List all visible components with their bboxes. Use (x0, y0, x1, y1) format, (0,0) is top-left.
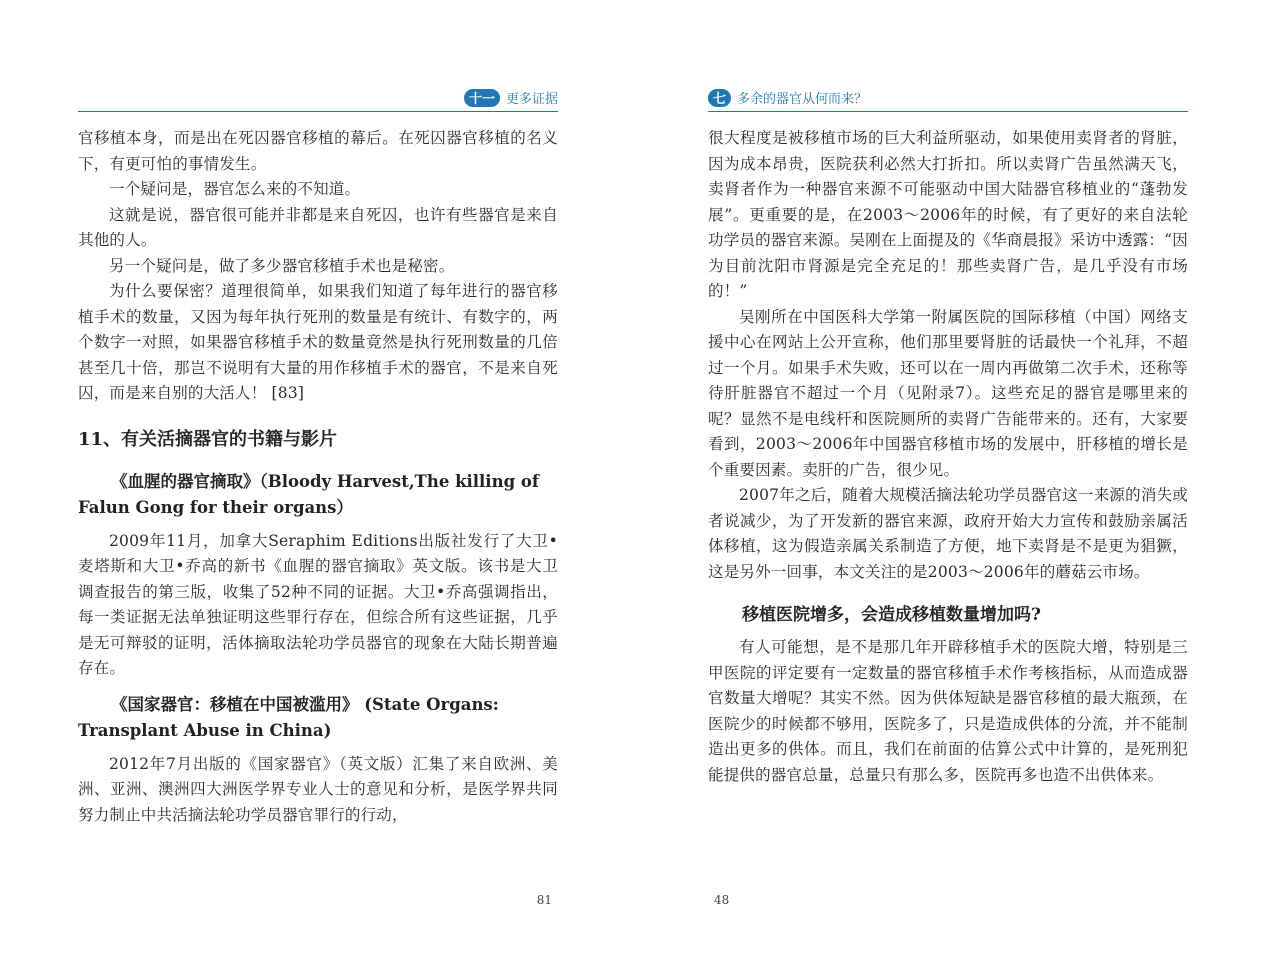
book-title-heading: 《血腥的器官摘取》（Bloody Harvest,The killing of Falun Gong for their organs） (78, 471, 539, 517)
left-page (78, 0, 558, 978)
book-title-heading: 《国家器官：移植在中国被滥用》 (State Organs: Transplant Abuse in China) (78, 694, 499, 740)
left-header-inner (464, 88, 558, 107)
page-number: 48 (714, 893, 730, 907)
section-heading: 移植医院增多，会造成移植数量增加吗? (742, 605, 1041, 625)
paragraph: 为什么要保密？道理很简单，如果我们知道了每年进行的器官移植手术的数量，又因为每年执行死刑的数量是有统计、有数字的，两个数字一对照，如果器官移植手术的数量竟然是执行死刑数量的几倍甚至几十倍，那岂不说明有大量的用作移植手术的器官，不是来自死囚，而是来自别的大活人！ [83] (78, 282, 558, 402)
paragraph: 吴刚所在中国医科大学第一附属医院的国际移植（中国）网络支援中心在网站上公开宣称，他们那里要肾脏的话最快一个礼拜，不超过一个月。如果手术失败，还可以在一周内再做第二次手术，还称等待肝脏器官不超过一个月（见附录7）。这些充足的器官是哪里来的呢？显然不是电线杆和医院厕所的卖肾广告能带来的。还有，大家要看到，2003～2006年中国器官移植市场的发展中，肝移植的增长是个重要因素。卖肝的广告，很少见。 (708, 307, 1188, 479)
page-number: 81 (536, 893, 552, 907)
paragraph: 2007年之后，随着大规模活摘法轮功学员器官这一来源的消失或者说减少，为了开发新的器官来源，政府开始大力宣传和鼓励亲属活体移植，这为假造亲属关系制造了方便，地下卖肾是不是更为猖獗，这是另外一回事，本文关注的是2003～2006年的蘑菇云市场。 (708, 486, 1188, 581)
paragraph: 2009年11月，加拿大Seraphim Editions出版社发行了大卫•麦塔斯和大卫•乔高的新书《血腥的器官摘取》英文版。该书是大卫调查报告的第三版，收集了52种不同的证据。大卫•乔高强调指出，每一类证据无法单独证明这些罪行存在，但综合所有这些证据，几乎是无可辩驳的证明，活体摘取法轮功学员器官的现象在大陆长期普遍存在。 (78, 531, 558, 677)
chapter-badge: 十一 (464, 89, 500, 107)
right-page (708, 0, 1188, 978)
paragraph: 2012年7月出版的《国家器官》（英文版）汇集了来自欧洲、美洲、亚洲、澳洲四大洲医学界专业人士的意见和分析，是医学界共同努力制止中共活摘法轮功学员器官罪行的行动， (78, 754, 558, 824)
paragraph: 有人可能想，是不是那几年开辟移植手术的医院大增，特别是三甲医院的评定要有一定数量的器官移植手术作考核指标，从而造成器官数量大增呢？其实不然。因为供体短缺是器官移植的最大瓶颈，在医院少的时候都不够用，医院多了，只是造成供体的分流，并不能制造出更多的供体。而且，我们在前面的估算公式中计算的，是死刑犯能提供的器官总量，总量只有那么多，医院再多也造不出供体来。 (708, 638, 1188, 784)
right-header-inner (708, 88, 867, 107)
paragraph: 官移植本身，而是出在死囚器官移植的幕后。在死囚器官移植的名义下，有更可怕的事情发生。 (78, 129, 558, 173)
paragraph: 一个疑问是，器官怎么来的不知道。 (109, 180, 361, 198)
right-body-text (708, 126, 1188, 788)
paragraph: 这就是说，器官很可能并非都是来自死囚，也许有些器官是来自其他的人。 (78, 205, 558, 249)
left-body-text (78, 126, 558, 828)
paragraph: 很大程度是被移植市场的巨大利益所驱动，如果使用卖肾者的肾脏，因为成本昂贵，医院获利必然大打折扣。所以卖肾广告虽然满天飞，卖肾者作为一种器官来源不可能驱动中国大陆器官移植业的“蓬勃发展”。更重要的是，在2003～2006年的时候，有了更好的来自法轮功学员的器官来源。吴刚在上面提及的《华商晨报》采访中透露：“因为目前沈阳市肾源是完全充足的！那些卖肾广告，是几乎没有市场的！” (708, 129, 1188, 300)
chapter-title: 多余的器官从何而来？ (737, 92, 868, 107)
right-page-header (708, 84, 1188, 112)
chapter-badge: 七 (708, 89, 731, 107)
section-heading: 11、有关活摘器官的书籍与影片 (78, 428, 338, 450)
chapter-title: 更多证据 (505, 92, 558, 107)
left-page-header (78, 84, 558, 112)
paragraph: 另一个疑问是，做了多少器官移植手术也是秘密。 (109, 256, 455, 275)
